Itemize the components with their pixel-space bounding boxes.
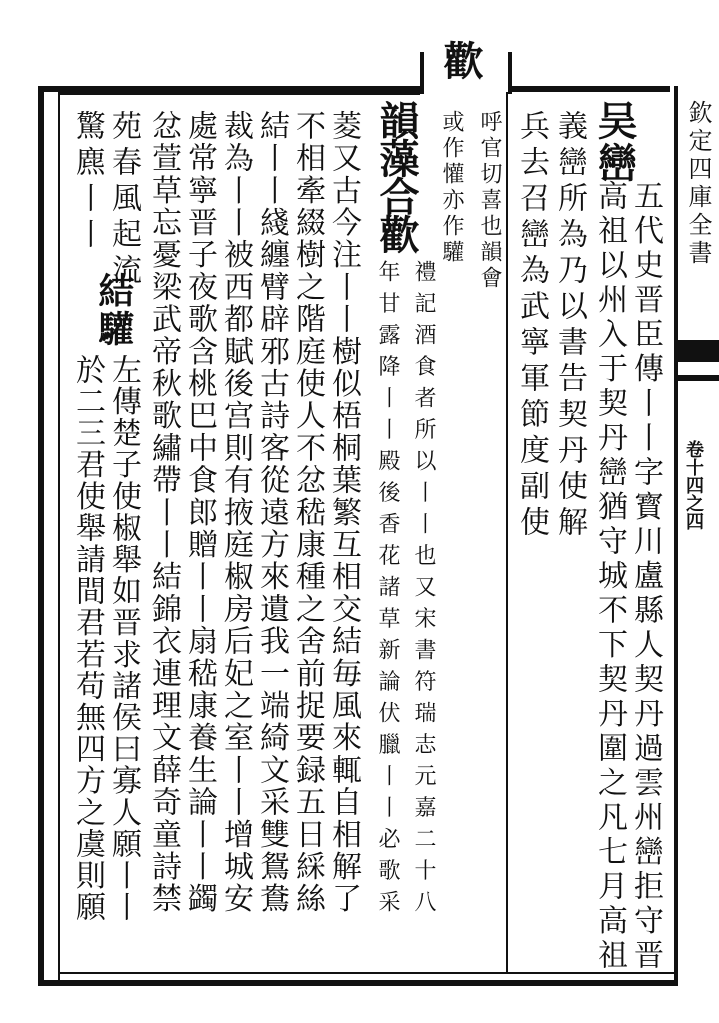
frame-top-rule-left-thick <box>40 86 420 92</box>
left-entry-line-top: 驚麃丨丨 <box>70 110 105 254</box>
middle-entry-line-1a: 禮記酒食者所以丨丨也又宋書符瑞志元嘉二十八 <box>411 260 436 922</box>
frame-left-rule <box>38 86 44 986</box>
right-page-edge <box>674 86 678 986</box>
middle-entry-line-5: 裁為丨丨被西都賦後宫則有掖庭椒房后妃之室丨丨增城安 <box>218 110 253 915</box>
middle-entry-line-3: 不相牽綴樹之階庭使人不忿嵇康種之舍前捉要録五日綵絲 <box>290 110 325 915</box>
right-entry-line-2: 高祖以州入于契丹巒猶守城不下契丹圍之凡七月高祖 <box>592 180 627 974</box>
frame-top-rule-left <box>60 92 420 95</box>
middle-entry-heading: 韻藻合歡 <box>373 100 420 252</box>
top-entry-divider-left <box>420 52 424 94</box>
center-fold-band-2 <box>676 375 719 381</box>
left-entry-line-2: 左傳楚子使椒舉如晋求諸侯曰寡人願丨丨 <box>106 354 141 923</box>
middle-entry-line-2: 菱又古今注丨丨樹似梧桐葉繁互相交結毎風來輒自相解了 <box>326 110 361 915</box>
column-divider <box>506 92 508 972</box>
middle-entry-line-4: 結丨丨綫纏臂辟邪古詩客從遠方來遺我一端綺文采雙鴛鴦 <box>254 110 289 915</box>
middle-entry-line-7: 忿萱草忘憂梁武帝秋歌繡帶丨丨結錦衣連理文薛奇童詩禁 <box>146 110 181 915</box>
top-entry-note-2: 或作懽亦作驩 <box>439 110 464 266</box>
running-title: 欽定四庫全書 <box>684 100 712 268</box>
left-entry-line-3: 於二三君使舉請間君若苟無四方之虞則願 <box>70 354 105 923</box>
frame-bottom-rule <box>38 980 678 986</box>
right-entry-line-3: 義巒所為乃以書告契丹使解 <box>552 110 587 542</box>
middle-entry-line-1b: 年甘露降丨丨殿後香花諸草新論伏臘丨丨必歌采 <box>375 260 400 922</box>
frame-bottom-rule-thin <box>58 972 678 974</box>
frame-top-rule-right <box>510 86 670 92</box>
left-entry-heading: 結驩 <box>93 272 135 348</box>
right-entry-heading: 吴巒 <box>591 100 638 184</box>
juan-number: 卷十四之四 <box>683 440 704 530</box>
top-entry-character: 歡 <box>437 40 484 82</box>
middle-entry-line-6: 處常寧晋子夜歌含桃巴中食郎贈丨丨扇嵇康養生論丨丨蠲 <box>182 110 217 915</box>
top-entry-divider-right <box>508 52 512 94</box>
frame-left-rule-thin <box>58 92 60 986</box>
right-entry-line-4: 兵去召巒為武寧軍節度副使 <box>514 110 549 542</box>
left-entry-line-1: 苑春風起流 <box>106 110 141 290</box>
center-fold-band <box>676 340 719 362</box>
right-entry-line-1: 五代史晋臣傳丨丨字寳川盧縣人契丹過雲州巒拒守晋 <box>628 180 663 974</box>
top-entry-note-1: 呼官切喜也韻會 <box>477 110 502 292</box>
